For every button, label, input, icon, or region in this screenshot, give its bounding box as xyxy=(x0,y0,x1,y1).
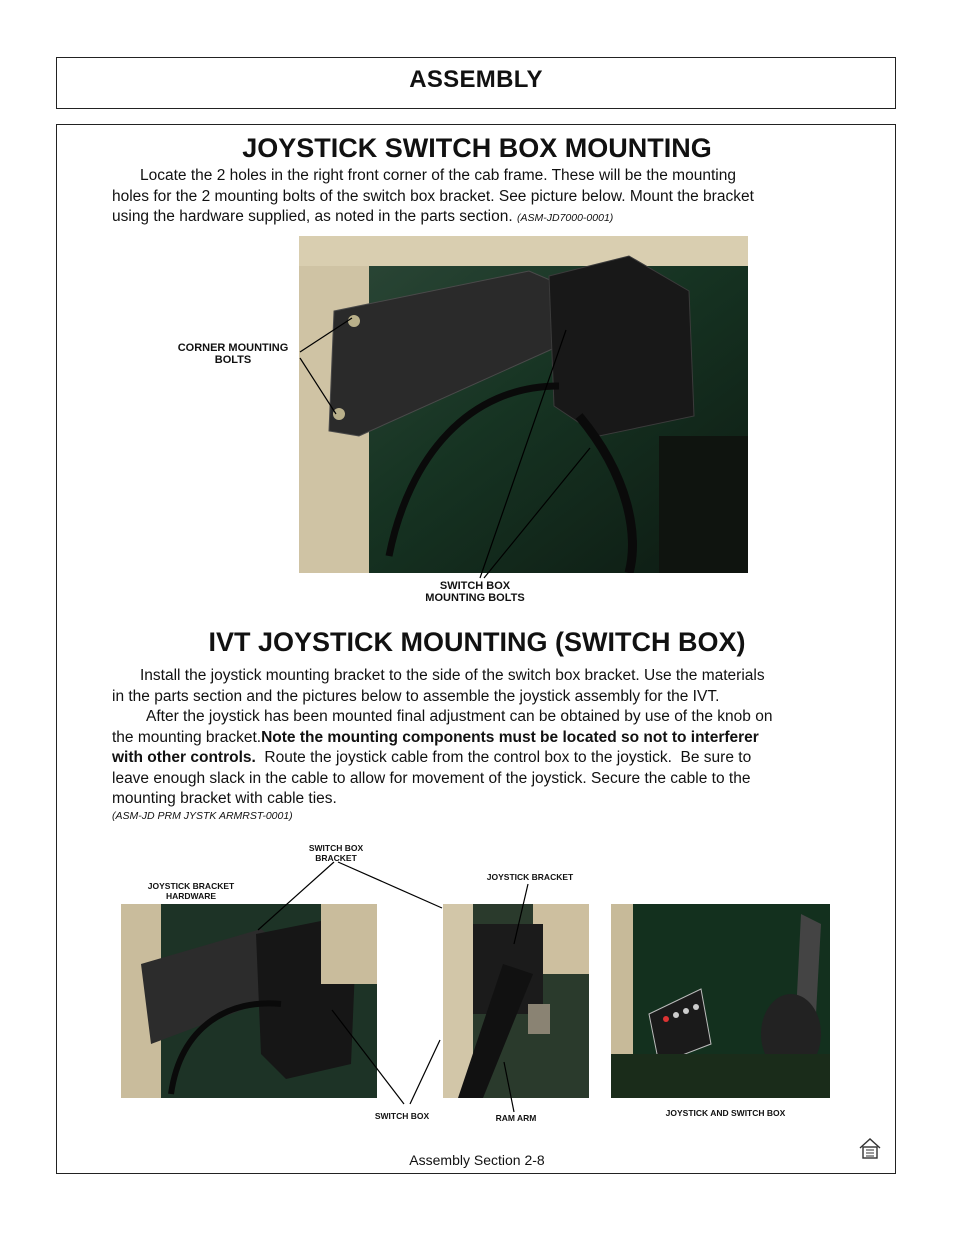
s2-code: (ASM-JD PRM JYSTK ARMRST-0001) xyxy=(112,810,293,822)
switch-box-photo xyxy=(299,236,748,573)
s2-p2-line-3b: Route the joystick cable from the control box to the joystick. Be sure to xyxy=(255,749,752,766)
section1-paragraph xyxy=(112,166,852,229)
callout-joystick-and-switch-box: JOYSTICK AND SWITCH BOX xyxy=(665,1108,786,1118)
s1-line-1: Locate the 2 holes in the right front corner of the cab frame. These will be the mounting xyxy=(140,167,736,184)
callout-switch-box-bolts: SWITCH BOX MOUNTING BOLTS xyxy=(425,580,525,604)
s2-p2-line-2a: the mounting bracket. xyxy=(112,728,262,746)
callout-joystick-bracket: JOYSTICK BRACKET xyxy=(486,872,574,882)
callout-joystick-bracket-hardware: JOYSTICK BRACKET HARDWARE xyxy=(147,881,235,901)
section-heading-switch-box: JOYSTICK SWITCH BOX MOUNTING xyxy=(242,133,712,163)
s2-p2-line-1: After the joystick has been mounted final adjustment can be obtained by use of the knob on xyxy=(146,708,773,725)
s2-p1-line-2: in the parts section and the pictures below to assemble the joystick assembly for the IVT. xyxy=(112,687,720,705)
callout-ram-arm: RAM ARM xyxy=(495,1113,537,1123)
section2-paragraph xyxy=(112,666,852,810)
s1-line-2: holes for the 2 mounting bolts of the switch box bracket. See picture below. Mount the bracket xyxy=(112,187,754,205)
s1-line-3: using the hardware supplied, as noted in the parts section. xyxy=(112,208,513,225)
callout-corner-bolts: CORNER MOUNTING BOLTS xyxy=(177,342,289,366)
s2-p2-line-2b: Note the mounting components must be located so not to interferer xyxy=(261,728,759,746)
s2-p2-line-4: leave enough slack in the cable to allow for movement of the joystick. Secure the cable to the xyxy=(112,769,751,787)
home-icon[interactable] xyxy=(858,1136,882,1160)
header-box xyxy=(56,57,896,109)
callout-switch-box-bracket: SWITCH BOX BRACKET xyxy=(308,843,364,863)
bracket-photo xyxy=(121,904,377,1098)
s2-p1-line-1: Install the joystick mounting bracket to the side of the switch box bracket. Use the materials xyxy=(140,667,765,684)
s2-p2-line-5: mounting bracket with cable ties. xyxy=(112,790,337,807)
page-title: ASSEMBLY xyxy=(409,66,543,93)
footer-text: Assembly Section 2-8 xyxy=(409,1152,545,1168)
s2-p2-line-3a: with other controls. xyxy=(112,749,256,766)
callout-switch-box: SWITCH BOX xyxy=(374,1111,430,1121)
ram-arm-photo xyxy=(443,904,589,1098)
s1-code: (ASM-JD7000-0001) xyxy=(516,212,614,224)
joystick-switch-box-photo xyxy=(611,904,830,1098)
section-heading-ivt: IVT JOYSTICK MOUNTING (SWITCH BOX) xyxy=(208,627,746,657)
